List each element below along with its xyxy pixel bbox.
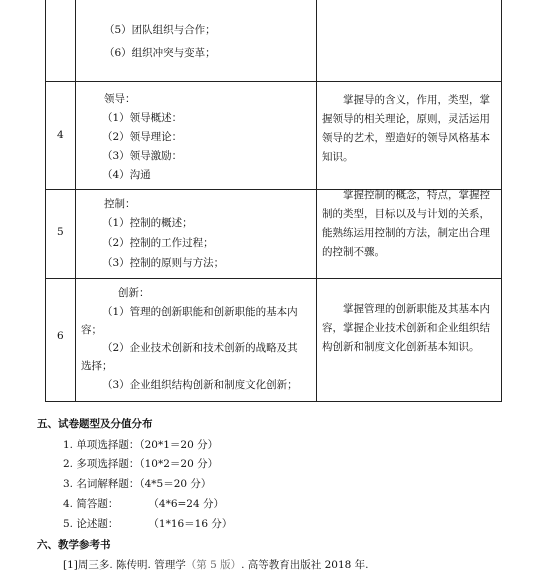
table-border [45,0,46,402]
table-border [75,0,76,402]
section-heading: 六、教学参考书 [37,539,111,551]
reference-item [63,557,369,572]
table-border [501,0,502,402]
list-item: （6）组织冲突与变革； [104,47,216,59]
table-border [45,278,502,279]
list-item: （1）控制的概述； [102,217,193,229]
row-number: 5 [57,226,64,238]
list-item: 容； [81,324,102,336]
section-heading: 五、试卷题型及分值分布 [37,418,153,430]
table-border [45,401,502,402]
list-item: （2）领导理论： [102,131,183,143]
list-item: 1. 单项选择题：（20*1＝20 分） [63,439,219,451]
table-border [45,81,502,82]
row-title: 领导： [104,93,136,105]
row-description: 掌握导的含义，作用，类型，掌握领导的相关理论，原则，灵活运用领导的艺术，塑造好的领导风格基本知识。 [322,94,490,163]
list-item: （3）控制的原则与方法； [102,257,225,269]
reference-text: . 高等教育出版社 2018 年. [241,559,369,571]
list-item: （1）管理的创新职能和创新职能的基本内 [102,306,298,318]
list-item: 2. 多项选择题：（10*2＝20 分） [63,458,219,470]
list-item: （2）控制的工作过程； [102,237,214,249]
list-item: （3）领导激励： [102,150,183,162]
list-item: （2）企业技术创新和技术创新的战略及其 [102,342,298,354]
row-number: 4 [57,129,64,141]
row-title: 创新： [118,287,150,299]
list-item: （3）企业组织结构创新和制度文化创新； [102,379,298,391]
list-item: 4. 简答题： （4*6=24 分） [63,498,225,510]
row-title: 控制： [104,198,136,210]
table-border [316,0,317,402]
row-description: 掌握控制的概念，特点，掌握控制的类型，目标以及与计划的关系，能熟练运用控制的方法，制定出合理的控制不骤。 [322,189,490,258]
reference-text: [1]周三多. 陈传明. 管理学 [63,559,186,571]
reference-edition: （第 5 版） [185,559,242,571]
list-item: （1）领导概述： [102,112,183,124]
list-item: （4）沟通 [102,169,151,181]
list-item: 选择； [81,360,113,372]
list-item: 3. 名词解释题：（4*5＝20 分） [63,478,212,490]
list-item: 5. 论述题： （1*16＝16 分） [63,518,233,530]
row-number: 6 [57,330,64,342]
list-item: （5）团队组织与合作； [104,24,216,36]
row-description: 掌握管理的创新职能及其基本内容，掌握企业技术创新和企业组织结构创新和制度文化创新基本知识。 [322,303,490,353]
